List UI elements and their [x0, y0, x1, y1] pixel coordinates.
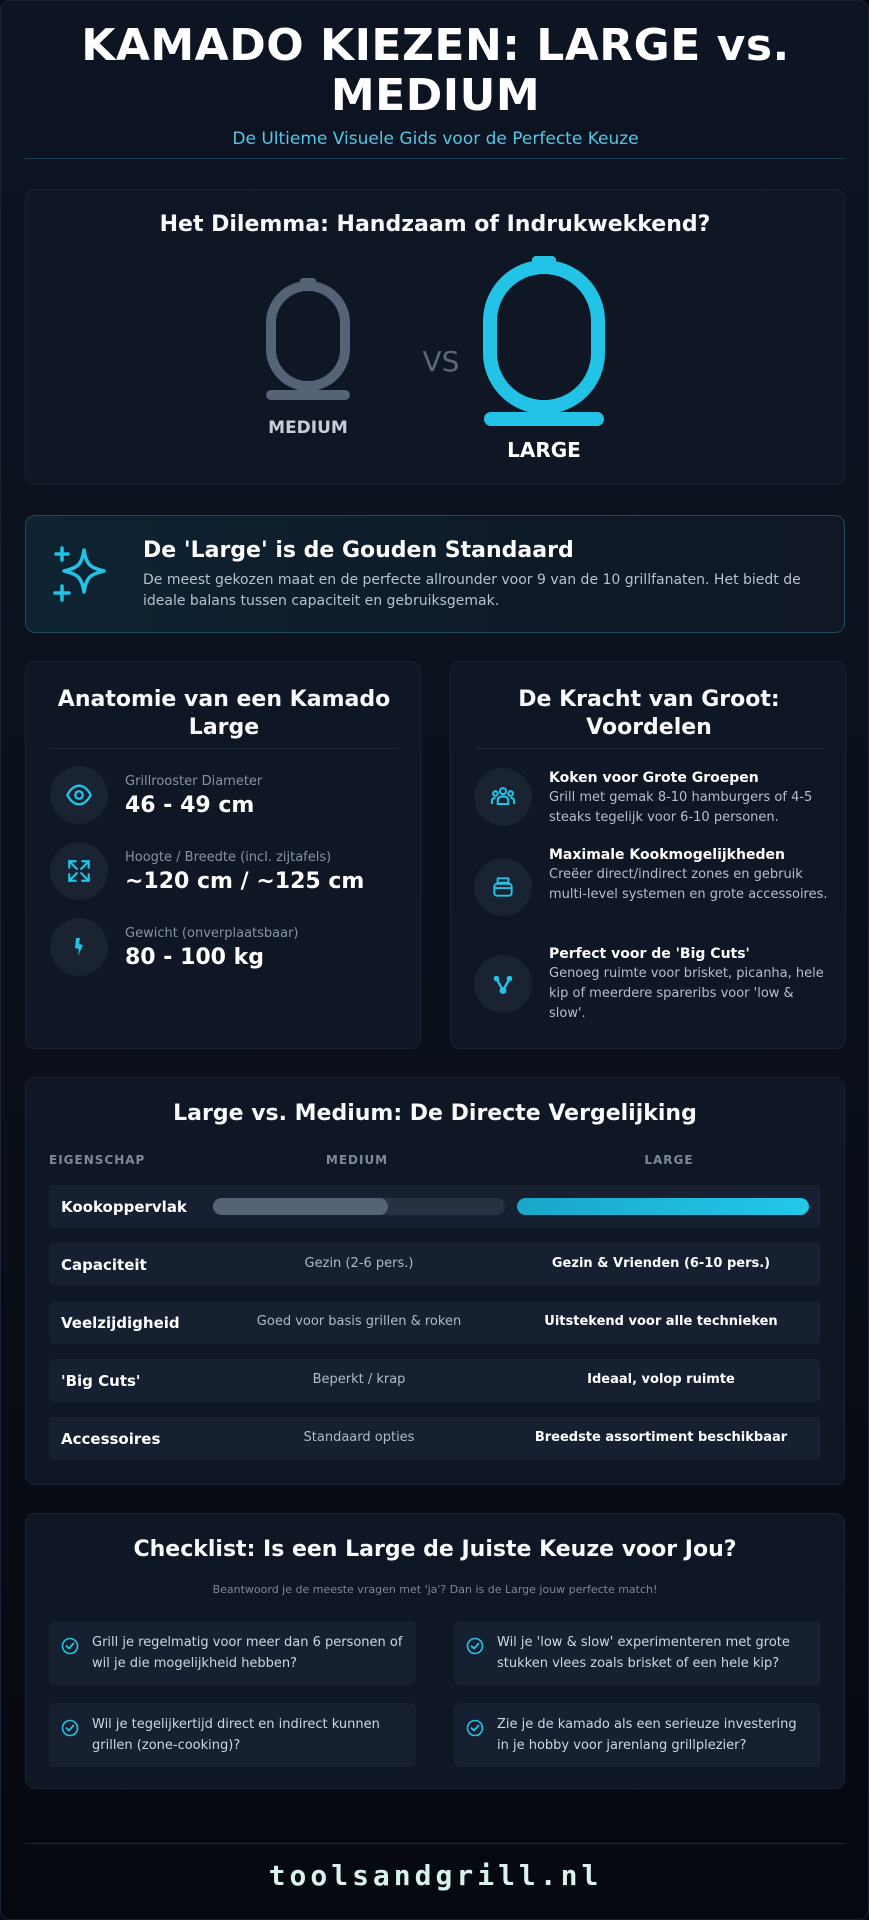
large-surface-bar — [517, 1198, 809, 1215]
row-large-value: Uitstekend voor alle technieken — [544, 1314, 778, 1329]
comparison-row — [49, 1301, 821, 1344]
advantage-title-cuts: Perfect voor de 'Big Cuts' — [549, 946, 750, 962]
header-property: EIGENSCHAP — [49, 1153, 146, 1167]
row-large-value: Ideaal, volop ruimte — [587, 1372, 735, 1387]
spec-label-weight: Gewicht (onverplaatsbaar) — [125, 926, 299, 941]
medium-surface-bar — [213, 1198, 388, 1215]
comparison-row — [49, 1417, 821, 1460]
advantage-icon-cuts — [474, 955, 532, 1013]
large-kamado-icon — [474, 256, 614, 428]
advantages-divider — [475, 748, 823, 749]
header — [1, 21, 869, 149]
row-medium-value: Goed voor basis grillen & roken — [256, 1314, 462, 1329]
expand-icon — [66, 858, 92, 884]
row-medium-value: Standaard opties — [303, 1430, 415, 1445]
bone-icon — [490, 971, 516, 997]
footer-brand[interactable]: toolsandgrill.nl — [268, 1859, 603, 1892]
checklist-item-text: Grill je regelmatig voor meer dan 6 personen of wil je die mogelijkheid hebben? — [92, 1635, 403, 1671]
row-name-surface: Kookoppervlak — [61, 1198, 187, 1216]
medium-label: MEDIUM — [268, 418, 348, 438]
spec-icon-weight — [50, 918, 108, 976]
page-subtitle: De Ultieme Visuele Gids voor de Perfecte Keuze — [232, 129, 639, 149]
large-label: LARGE — [507, 438, 581, 462]
row-name: Capaciteit — [61, 1256, 147, 1274]
layers-icon — [490, 874, 516, 900]
vs-label: VS — [422, 345, 460, 378]
checklist-subtitle: Beantwoord je de meeste vragen met 'ja'? Dan is de Large jouw perfecte match! — [212, 1583, 658, 1596]
spec-value-size: ~120 cm / ~125 cm — [125, 869, 365, 894]
row-medium-value: Beperkt / krap — [312, 1372, 406, 1387]
comparison-row — [49, 1243, 821, 1286]
row-large-value: Breedste assortiment beschikbaar — [534, 1430, 788, 1445]
gold-standard-banner — [25, 515, 845, 633]
checklist-item-text: Wil je tegelijkertijd direct en indirect kunnen grillen (zone-cooking)? — [92, 1717, 380, 1753]
advantage-text-groups: Grill met gemak 8-10 hamburgers of 4-5 steaks tegelijk voor 6-10 personen. — [549, 790, 813, 825]
checklist-item — [454, 1621, 821, 1685]
sparkles-icon — [52, 544, 112, 604]
row-medium-value: Gezin (2-6 pers.) — [304, 1256, 414, 1271]
checklist-item — [49, 1703, 416, 1767]
checklist-title: Checklist: Is een Large de Juiste Keuze voor Jou? — [133, 1537, 737, 1562]
advantage-text-cuts: Genoeg ruimte voor brisket, picanha, hele kip of meerdere spareribs voor 'low & slow'. — [549, 966, 824, 1021]
spec-value-weight: 80 - 100 kg — [125, 945, 265, 970]
header-divider — [25, 158, 845, 159]
row-name: Veelzijdigheid — [61, 1314, 180, 1332]
row-name: 'Big Cuts' — [61, 1372, 141, 1390]
header-medium: MEDIUM — [325, 1153, 389, 1167]
row-name: Accessoires — [61, 1430, 161, 1448]
row-large-value: Gezin & Vrienden (6-10 pers.) — [551, 1256, 771, 1271]
eye-icon — [65, 781, 93, 809]
spec-label-diameter: Grillrooster Diameter — [125, 774, 263, 789]
comparison-title: Large vs. Medium: De Directe Vergelijking — [173, 1101, 697, 1126]
comparison-row — [49, 1359, 821, 1402]
comparison-row-surface — [49, 1185, 821, 1228]
spec-icon-diameter — [50, 766, 108, 824]
advantage-icon-groups — [474, 768, 532, 826]
checklist-item-text: Zie je de kamado als een serieuze investering in je hobby voor jarenlang grillplezier? — [497, 1717, 797, 1753]
anatomy-divider — [50, 748, 398, 749]
advantage-title-groups: Koken voor Grote Groepen — [549, 770, 759, 786]
page-title: KAMADO KIEZEN: LARGE vs. MEDIUM — [81, 20, 790, 121]
spec-label-size: Hoogte / Breedte (incl. zijtafels) — [125, 850, 332, 865]
checklist-item — [49, 1621, 416, 1685]
advantages-title: De Kracht van Groot: Voordelen — [518, 687, 780, 740]
spec-value-diameter: 46 - 49 cm — [125, 793, 255, 818]
advantage-title-options: Maximale Kookmogelijkheden — [549, 847, 785, 863]
advantage-text-options: Creëer direct/indirect zones en gebruik multi-level systemen en grote accessoires. — [549, 867, 828, 902]
checklist-item-text: Wil je 'low & slow' experimenteren met grote stukken vlees zoals brisket of een hele kip? — [497, 1635, 790, 1671]
check-circle-icon — [61, 1719, 79, 1737]
highlight-text: De meest gekozen maat en de perfecte allrounder voor 9 van de 10 grillfanaten. Het biedt de ideale balans tussen capaciteit en gebruiksgemak. — [143, 572, 801, 609]
dilemma-title: Het Dilemma: Handzaam of Indrukwekkend? — [159, 212, 711, 237]
medium-surface-track — [213, 1198, 505, 1215]
header-large: LARGE — [644, 1153, 694, 1167]
anatomy-card — [25, 661, 421, 1049]
footer-divider — [25, 1843, 845, 1844]
group-icon — [489, 783, 517, 811]
checklist-item — [454, 1703, 821, 1767]
spec-icon-size — [50, 842, 108, 900]
dilemma-card — [25, 189, 845, 485]
check-circle-icon — [466, 1719, 484, 1737]
weight-icon — [67, 935, 91, 959]
highlight-title: De 'Large' is de Gouden Standaard — [143, 538, 574, 563]
medium-kamado-icon — [258, 278, 358, 402]
advantages-card — [450, 661, 846, 1049]
large-surface-track — [517, 1198, 809, 1215]
anatomy-title: Anatomie van een Kamado Large — [57, 687, 391, 740]
check-circle-icon — [466, 1637, 484, 1655]
check-circle-icon — [61, 1637, 79, 1655]
advantage-icon-options — [474, 858, 532, 916]
